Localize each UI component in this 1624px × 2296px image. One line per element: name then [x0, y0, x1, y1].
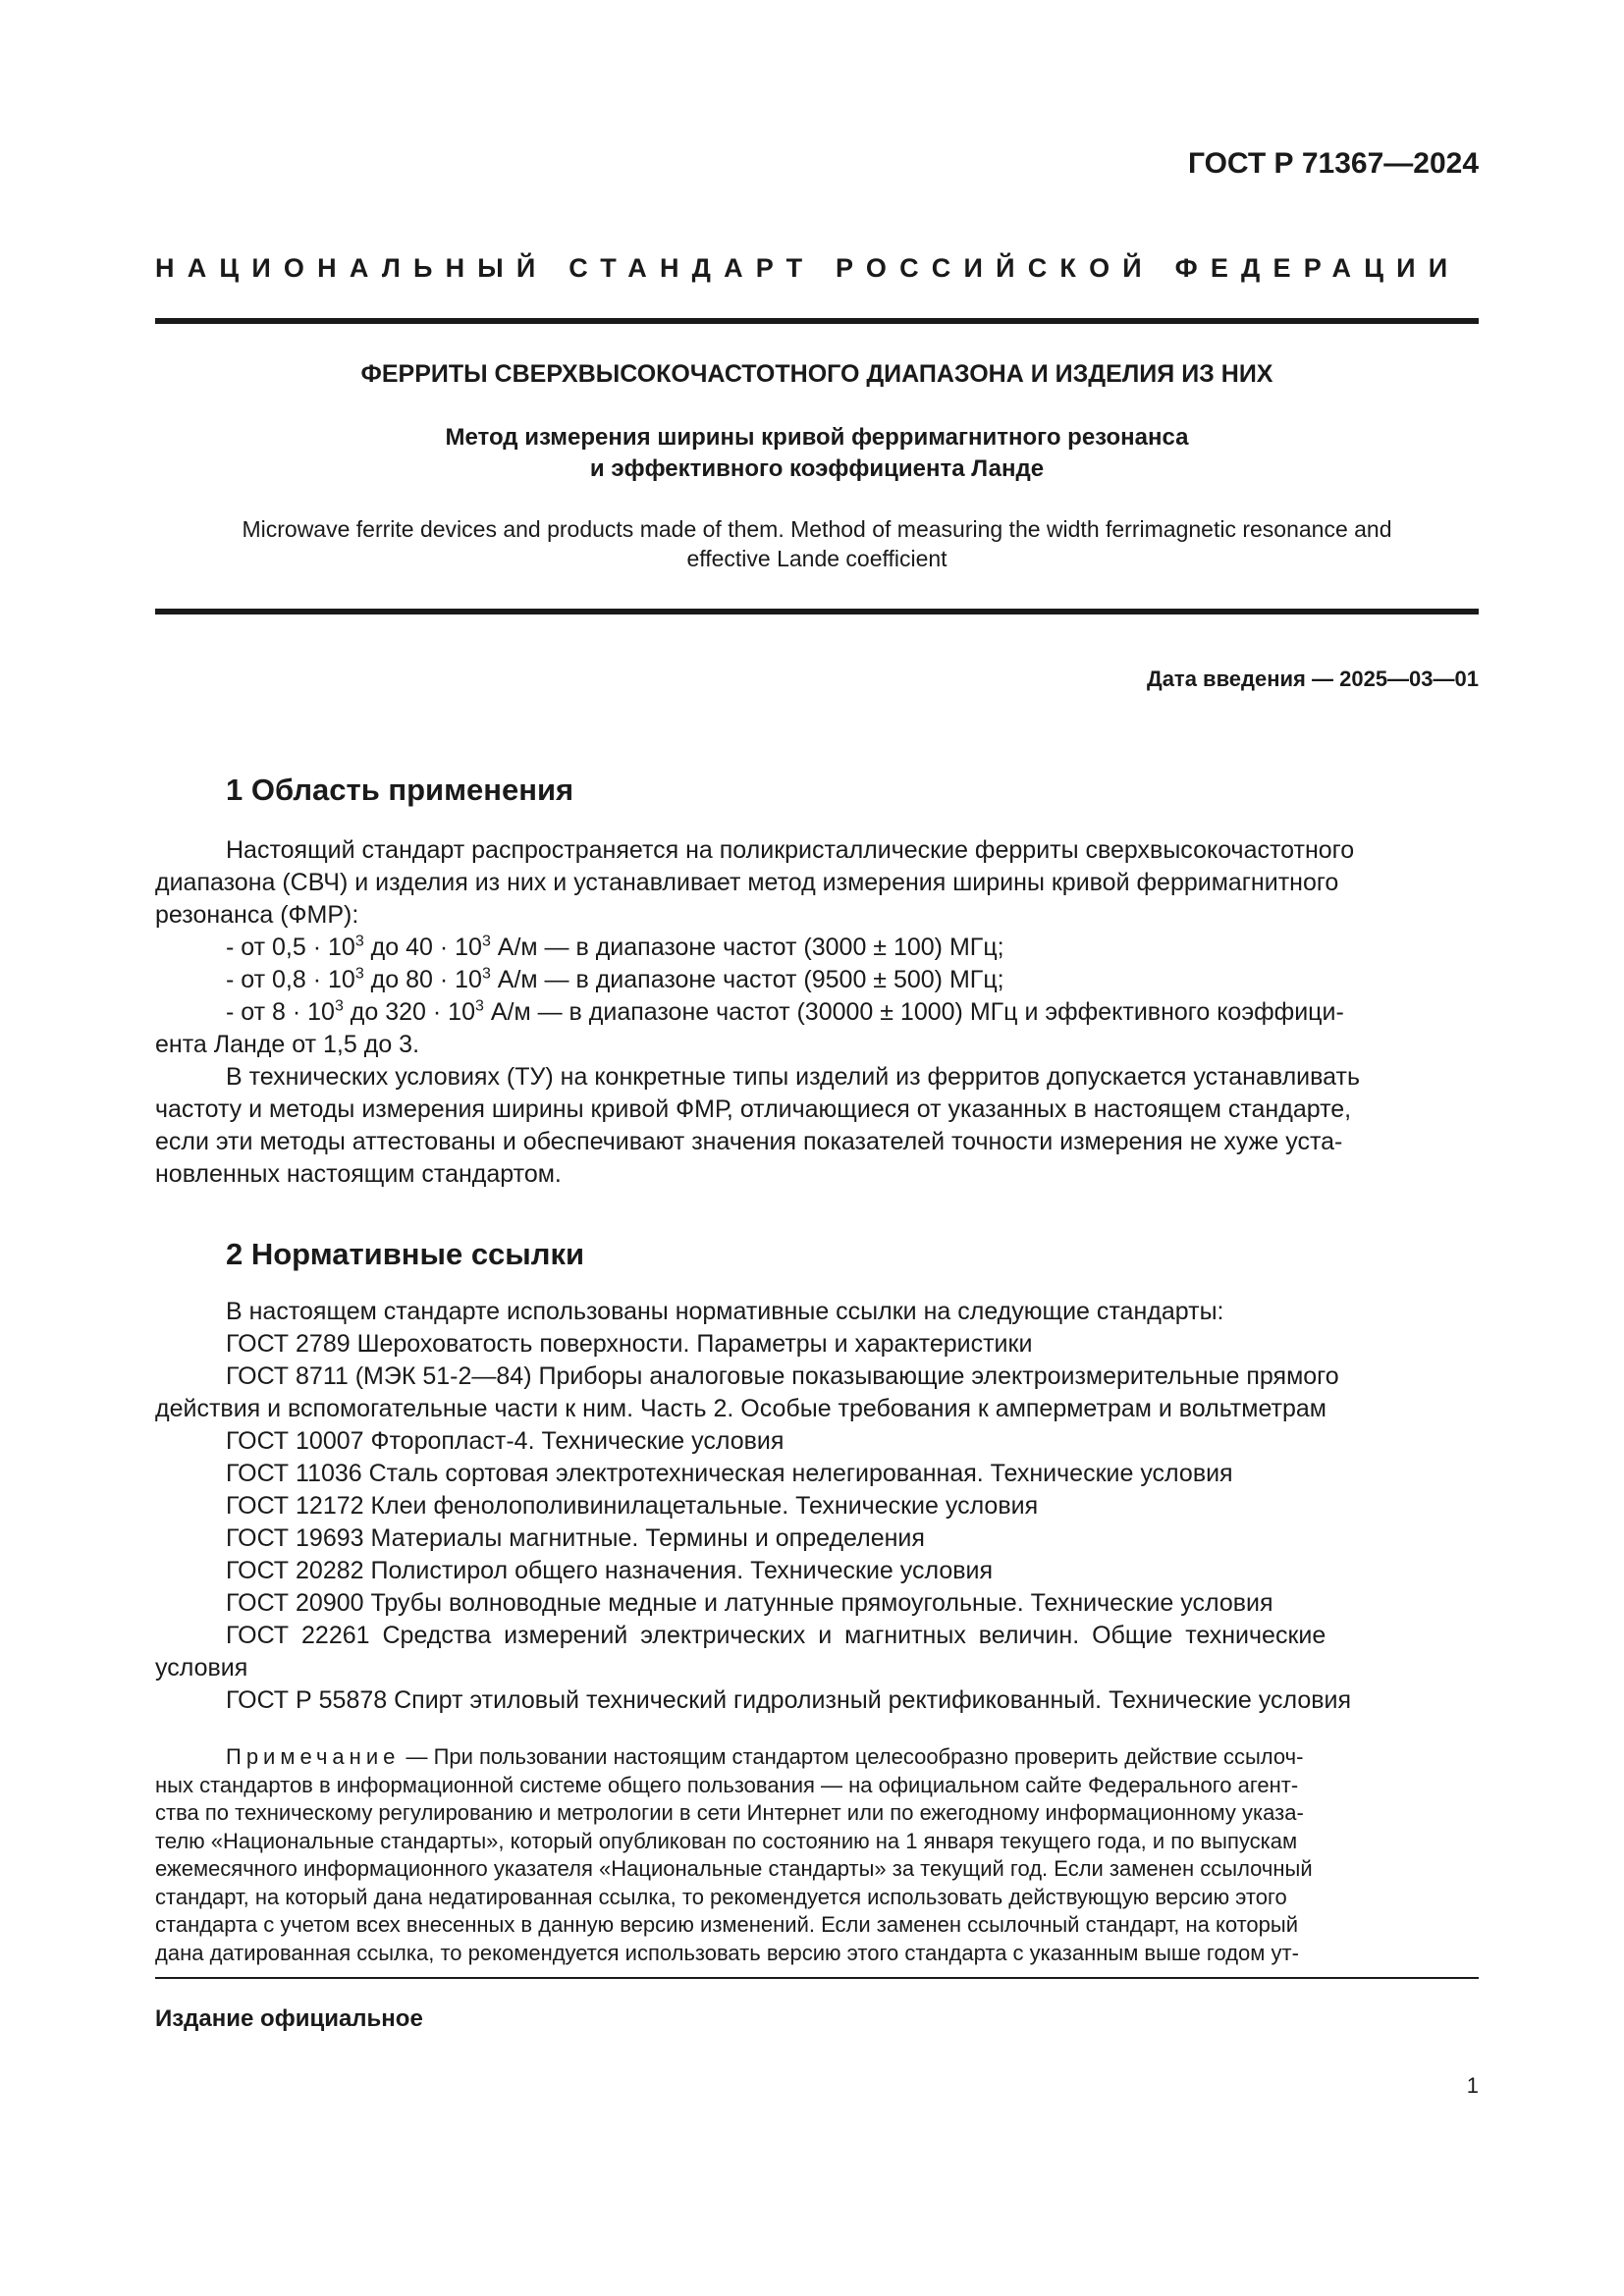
- section-2-heading: 2 Нормативные ссылки: [226, 1237, 585, 1271]
- note-line: стандарта с учетом всех внесенных в данную версию изменений. Если заменен ссылочный стандарт, на который: [155, 1912, 1298, 1937]
- text-line: резонанса (ФМР):: [155, 901, 359, 929]
- reference-item: ГОСТ 10007 Фторопласт-4. Технические условия: [226, 1427, 785, 1455]
- list-item: - от $0,8 \cdot 10^3$ до $80 \cdot 10^3$ А/м — в диапазоне частот (9500 ± 500) МГц;: [226, 965, 1004, 993]
- reference-item: ГОСТ 20900 Трубы волноводные медные и латунные прямоугольные. Технические условия: [226, 1589, 1273, 1617]
- national-standard-banner: НАЦИОНАЛЬНЫЙ СТАНДАРТ РОССИЙСКОЙ ФЕДЕРАЦИИ: [155, 253, 1461, 283]
- text-line: частоту и методы измерения ширины кривой ФМР, отличающиеся от указанных в настоящем стандарте,: [155, 1095, 1352, 1123]
- text-line: В технических условиях (ТУ) на конкретные типы изделий из ферритов допускается устанавливать: [226, 1063, 1360, 1091]
- reference-item: ГОСТ 19693 Материалы магнитные. Термины и определения: [226, 1524, 925, 1552]
- text-line: Настоящий стандарт распространяется на поликристаллические ферриты сверхвысокочастотного: [226, 836, 1355, 864]
- list-item: - от $0,5 \cdot 10^3$ до $40 \cdot 10^3$ А/м — в диапазоне частот (3000 ± 100) МГц;: [226, 933, 1004, 961]
- english-title-line: effective Lande coefficient: [686, 546, 947, 571]
- reference-item: ГОСТ 22261 Средства измерений электрических и магнитных величин. Общие технические: [226, 1622, 1326, 1649]
- reference-item: ГОСТ 2789 Шероховатость поверхности. Параметры и характеристики: [226, 1330, 1033, 1358]
- introduction-date: Дата введения — 2025—03—01: [1147, 667, 1479, 691]
- section-1-body: [155, 834, 1479, 1191]
- document-title: ФЕРРИТЫ СВЕРХВЫСОКОЧАСТОТНОГО ДИАПАЗОНА И ИЗДЕЛИЯ ИЗ НИХ: [360, 360, 1273, 388]
- reference-item: действия и вспомогательные части к ним. Часть 2. Особые требования к амперметрам и вольтметрам: [155, 1395, 1326, 1422]
- standard-code: ГОСТ Р 71367—2024: [1187, 147, 1479, 180]
- note-line: стандарт, на который дана недатированная ссылка, то рекомендуется использовать действующую версию этого: [155, 1884, 1287, 1909]
- english-title: [155, 514, 1479, 573]
- text-line: если эти методы аттестованы и обеспечивают значения показателей точности измерения не хуже уста-: [155, 1128, 1343, 1155]
- official-edition-label: Издание официальное: [155, 2005, 423, 2032]
- note-line: ных стандартов в информационной системе общего пользования — на официальном сайте Федерального агент-: [155, 1772, 1299, 1797]
- title-rule: [155, 609, 1479, 614]
- note-line: Примечание — При пользовании настоящим стандартом целесообразно проверить действие ссылоч-: [226, 1744, 1304, 1769]
- reference-item: ГОСТ 11036 Сталь сортовая электротехническая нелегированная. Технические условия: [226, 1460, 1233, 1487]
- text-line: новленных настоящим стандартом.: [155, 1160, 562, 1188]
- footer-rule: [155, 1977, 1479, 1979]
- reference-item: ГОСТ Р 55878 Спирт этиловый технический гидролизный ректификованный. Технические условия: [226, 1686, 1352, 1714]
- note-line: дана датированная ссылка, то рекомендуется использовать версию этого стандарта с указанным выше годом ут-: [155, 1940, 1299, 1965]
- text-line: В настоящем стандарте использованы нормативные ссылки на следующие стандарты:: [226, 1298, 1224, 1325]
- english-title-line: Microwave ferrite devices and products made of them. Method of measuring the width ferrimagnetic resonance and: [242, 516, 1392, 542]
- header-rule: [155, 318, 1479, 324]
- subtitle-line: и эффективного коэффициента Ланде: [589, 455, 1045, 482]
- note-line: ежемесячного информационного указателя «Национальные стандарты» за текущий год. Если заменен ссылочный: [155, 1856, 1313, 1881]
- page-number: 1: [1466, 2073, 1479, 2098]
- text-line: ента Ланде от 1,5 до 3.: [155, 1031, 420, 1058]
- document-subtitle: [155, 422, 1479, 485]
- note-label: Примечание: [226, 1744, 401, 1769]
- note-line: ства по техническому регулированию и метрологии в сети Интернет или по ежегодному информационному указа-: [155, 1800, 1304, 1825]
- reference-item: ГОСТ 12172 Клеи фенолополивинилацетальные. Технические условия: [226, 1492, 1039, 1520]
- reference-item: ГОСТ 8711 (МЭК 51-2—84) Приборы аналоговые показывающие электроизмерительные прямого: [226, 1362, 1339, 1390]
- note-line: телю «Национальные стандарты», который опубликован по состоянию на 1 января текущего года, и по выпускам: [155, 1828, 1298, 1853]
- text-line: диапазона (СВЧ) и изделия из них и устанавливает метод измерения ширины кривой ферримагнитного: [155, 869, 1339, 896]
- reference-item: условия: [155, 1654, 248, 1682]
- note-block: [155, 1743, 1479, 1967]
- subtitle-line: Метод измерения ширины кривой ферримагнитного резонанса: [445, 424, 1189, 451]
- list-item: - от $8 \cdot 10^3$ до $320 \cdot 10^3$ А/м — в диапазоне частот (30000 ± 1000) МГц и эффективного коэффици-: [226, 997, 1344, 1026]
- section-2-body: [155, 1296, 1479, 1717]
- section-1-heading: 1 Область применения: [226, 773, 574, 807]
- reference-item: ГОСТ 20282 Полистирол общего назначения. Технические условия: [226, 1557, 994, 1584]
